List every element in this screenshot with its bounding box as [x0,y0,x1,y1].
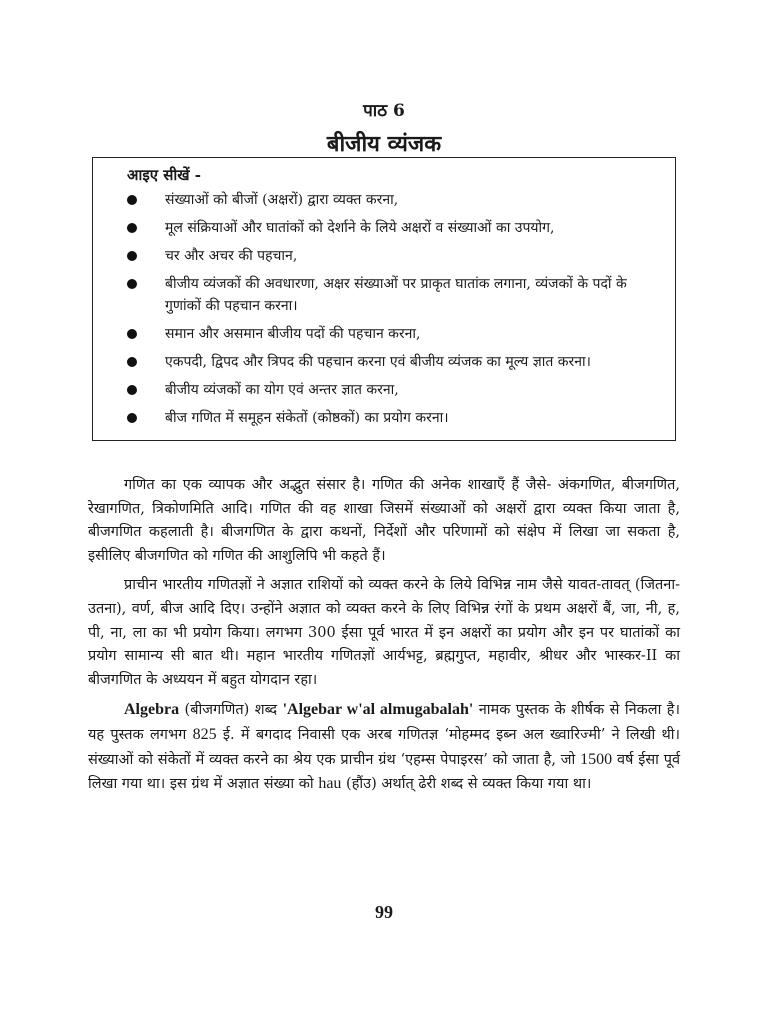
term-hau: hau [318,775,342,793]
objectives-list [127,189,675,429]
learning-objectives-box [92,157,676,441]
objective-text: बीजीय व्यंजकों की अवधारणा, अक्षर संख्याओं पर प्राकृत घातांक लगाना, व्यंजकों के पदों के गुणांकों की पहचान करना। [165,276,627,314]
objective-item [127,189,675,211]
objective-item [127,273,675,317]
bullet-icon [127,279,137,289]
years-value: 1500 [580,750,613,768]
objective-item [127,407,675,429]
text-segment: (हौंउ) अर्थात् ढेरी शब्द से व्यक्त किया गया था। [341,776,592,793]
paragraph-intro: गणित का एक व्यापक और अद्भुत संसार है। गणित की अनेक शाखाएँ हैं जैसे- अंकगणित, बीजगणित, रेखागणित, त्रिकोणमिति आदि। गणित की वह शाखा जिसमें संख्याओं को अक्षरों द्वारा व्यक्त किया जाता है, बीजगणित कहलाती है। बीजगणित के द्वारा कथनों, निर्देशों और परिणामों को संक्षेप में लिखा जा सकता है, इसीलिए बीजगणित को गणित की आशुलिपि भी कहते हैं। [88,477,680,564]
bullet-icon [127,357,137,367]
chapter-title: बीजीय व्यंजक [326,131,442,157]
bullet-icon [127,223,137,233]
objective-text: संख्याओं को बीजों (अक्षरों) द्वारा व्यक्त करना, [165,192,399,208]
paragraph-history: प्राचीन भारतीय गणितज्ञों ने अज्ञात राशियों को व्यक्त करने के लिये विभिन्न नाम जैसे यावत-तावत् (जितना-उतना), वर्ण, बीज आदि दिए। उन्होंने अज्ञात को व्यक्त करने के लिए विभिन्न रंगों के प्रथम अक्षरों बैं, जा, नी, ह, पी, ना, ला का भी प्रयोग किया। लगभग 300 ईसा पूर्व भारत में इन अक्षरों का प्रयोग और इन पर घातांकों का प्रयोग सामान्य सी बात थी। महान भारतीय गणितज्ञों आर्यभट्ट, ब्रह्मगुप्त, महावीर, श्रीधर और भास्कर-II का बीजगणित के अध्ययन में बहुत योगदान रहा। [88,577,680,688]
text-segment: ई. में बगदाद निवासी एक अरब गणितज्ञ ‘मोहम्मद इब्न अल ख्वारिज्मी’ ने लिखी थी। संख्याओं को संकेतों में व्यक्त करने का श्रेय एक प्राचीन ग्रंथ ‘एहम्स पेपाइरस’ को जाता है, जो [88,726,680,768]
objective-item [127,217,675,239]
objective-text: समान और असमान बीजीय पदों की पहचान करना, [165,326,421,342]
bullet-icon [127,413,137,423]
page-number: 99 [375,902,393,922]
objective-item [127,245,675,267]
body-text [88,474,680,803]
lesson-number: पाठ 6 [363,101,405,121]
objective-item [127,379,675,401]
year-value: 825 [192,725,217,743]
term-algebra: Algebra [124,701,180,719]
objective-text: चर और अचर की पहचान, [165,248,298,264]
objective-text: बीज गणित में समूहन संकेतों (कोष्ठकों) का प्रयोग करना। [165,410,449,426]
text-segment: नामक पुस्तक के शीर्षक से निकला है। यह पुस्तक लगभग [88,702,680,743]
objectives-heading: आइए सीखें - [127,166,201,184]
objective-text: एकपदी, द्विपद और त्रिपद की पहचान करना एवं बीजीय व्यंजक का मूल्य ज्ञात करना। [165,354,591,370]
book-title: 'Algebar w'al almugabalah' [282,701,474,719]
paragraph-algebra-origin [88,698,680,796]
bullet-icon [127,385,137,395]
objective-item [127,323,675,345]
objective-item [127,351,675,373]
bullet-icon [127,195,137,205]
bullet-icon [127,329,137,339]
objective-text: मूल संक्रियाओं और घातांकों को देर्शाने के लिये अक्षरों व संख्याओं का उपयोग, [165,220,555,236]
objective-text: बीजीय व्यंजकों का योग एवं अन्तर ज्ञात करना, [165,382,399,398]
bullet-icon [127,251,137,261]
text-segment: (बीजगणित) शब्द [179,702,283,719]
text-segment: वर्ष ईसा पूर्व लिखा गया था। इस ग्रंथ में अज्ञात संख्या को [88,751,681,793]
